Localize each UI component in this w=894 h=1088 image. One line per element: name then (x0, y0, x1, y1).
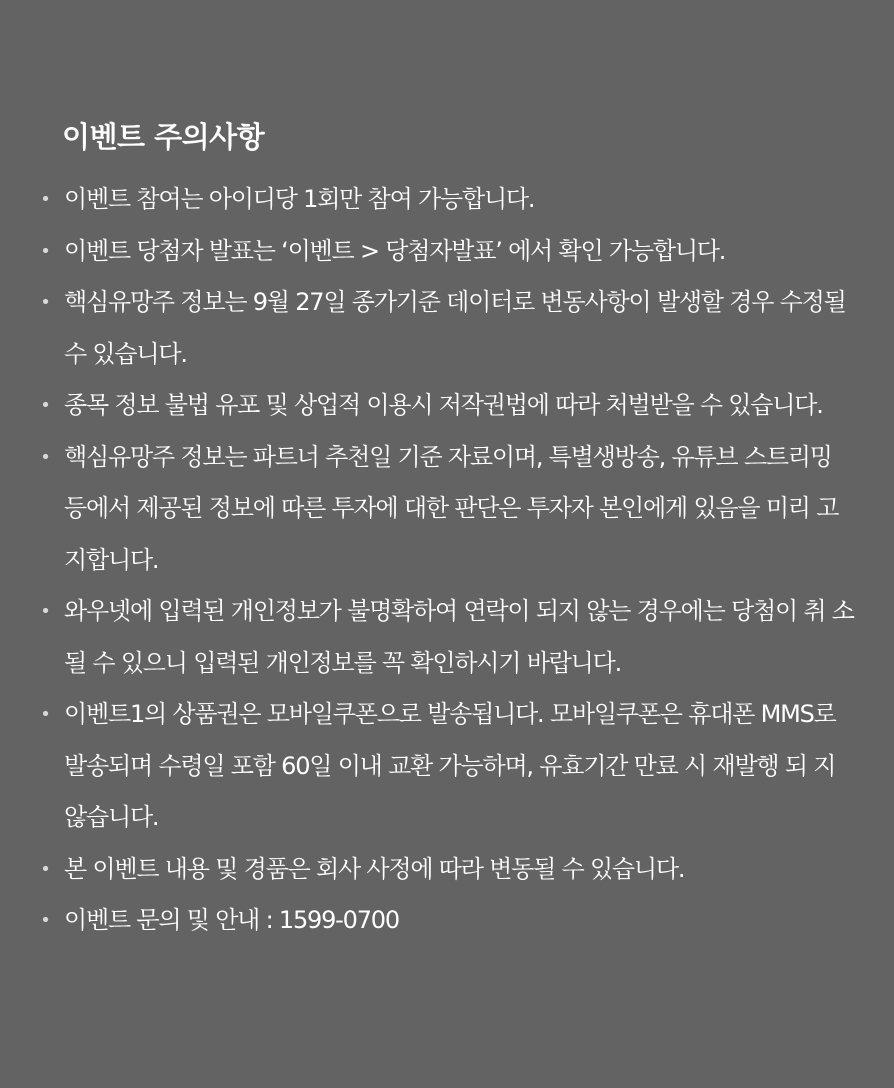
notice-item-mobile-coupon (40, 689, 854, 844)
notice-text: 핵심유망주 정보는 파트너 추천일 기준 자료이며, 특별생방송, 유튜브 스트리밍 등에서 제공된 정보에 따른 투자에 대한 판단은 투자자 본인에게 있음을 미리 고 지합니다. (64, 442, 839, 574)
notice-text: 이벤트 문의 및 안내 : 1599-0700 (64, 906, 399, 934)
notice-text: 와우넷에 입력된 개인정보가 불명확하여 연락이 되지 않는 경우에는 당첨이 취 소 될 수 있으니 입력된 개인정보를 꼭 확인하시기 바랍니다. (64, 597, 854, 677)
notice-text: 종목 정보 불법 유포 및 상업적 이용시 저작권법에 따라 처벌받을 수 있습니다. (64, 391, 823, 419)
notice-text: 이벤트 당첨자 발표는 ‘이벤트 > 당첨자발표’ 에서 확인 가능합니다. (64, 236, 726, 265)
notice-text: 이벤트 참여는 아이디당 1회만 참여 가능합니다. (64, 185, 535, 213)
notice-item-participation-limit (40, 174, 854, 226)
notice-item-winner-announcement (40, 226, 854, 278)
notice-item-investment-disclaimer (40, 432, 854, 587)
bullet-icon: • (40, 601, 50, 622)
notice-item-event-change (40, 844, 854, 896)
notice-title: 이벤트 주의사항 (62, 120, 265, 154)
bullet-icon: • (40, 189, 50, 210)
bullet-icon: • (40, 704, 50, 725)
notice-item-stock-info-change (40, 277, 854, 380)
bullet-icon: • (40, 858, 50, 880)
notice-text: 핵심유망주 정보는 9월 27일 종가기준 데이터로 변동사항이 발생할 경우 수정될 수 있습니다. (64, 288, 846, 368)
notice-text: 본 이벤트 내용 및 경품은 회사 사정에 따라 변동될 수 있습니다. (64, 854, 685, 883)
notice-text: 이벤트1의 상품권은 모바일쿠폰으로 발송됩니다. 모바일쿠폰은 휴대폰 MMS로 발송되며 수령일 포함 60일 이내 교환 가능하며, 유효기간 만료 시 재발행 되 지 않습니다. (64, 700, 836, 831)
bullet-icon: • (40, 910, 50, 931)
bullet-icon: • (40, 240, 50, 262)
bullet-icon: • (40, 395, 50, 416)
bullet-icon: • (40, 292, 50, 313)
notice-list (40, 174, 854, 947)
bullet-icon: • (40, 446, 50, 468)
notice-item-copyright (40, 380, 854, 432)
notice-item-contact (40, 895, 854, 947)
notice-item-personal-info (40, 586, 854, 689)
